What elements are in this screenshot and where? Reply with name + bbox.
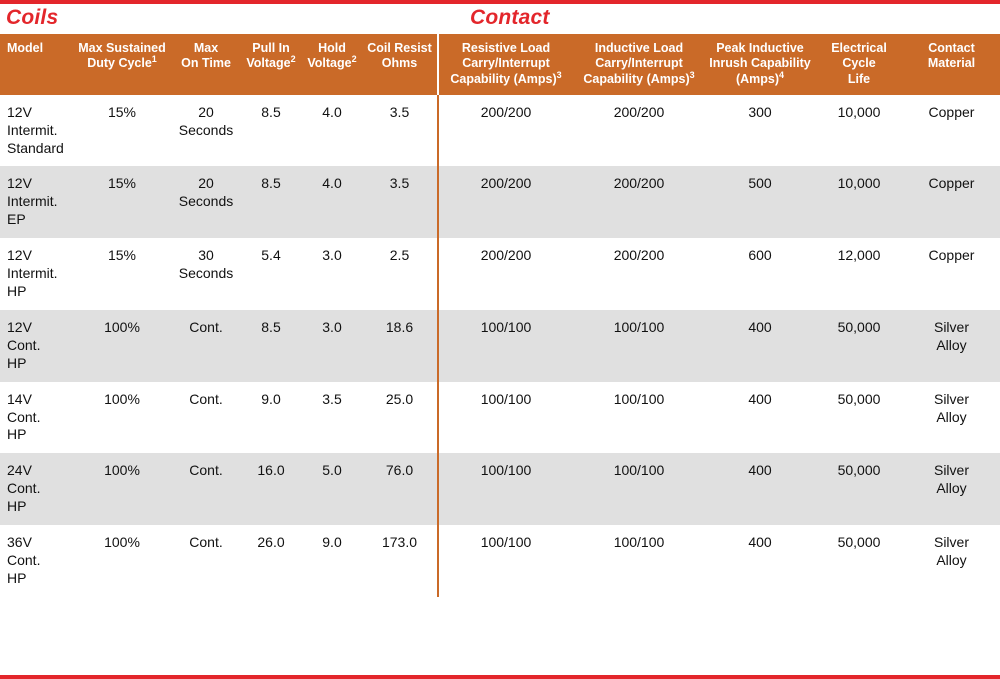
- cell-line: Copper: [928, 247, 975, 264]
- cell-line: 200/200: [480, 175, 532, 192]
- cell-line: Silver: [933, 318, 969, 335]
- cell-line: 15%: [107, 175, 137, 192]
- cell-line: Cont.: [7, 336, 41, 353]
- cell-line: 9.0: [322, 534, 342, 551]
- column-header-line: Life: [847, 71, 871, 86]
- cell-line: 8.5: [261, 175, 281, 192]
- cell-hold_voltage: [302, 95, 362, 167]
- cell-line: 600: [748, 247, 772, 264]
- column-header-line: Cycle: [842, 56, 876, 71]
- cell-hold_voltage: [302, 382, 362, 454]
- cell-resistive_load: [438, 238, 573, 310]
- cell-coil_resist_ohms: [362, 382, 438, 454]
- cell-line: 50,000: [837, 462, 881, 479]
- cell-line: 12V: [7, 318, 32, 335]
- table-row: [0, 382, 1000, 454]
- cell-line: 3.5: [389, 175, 410, 192]
- cell-line: 400: [748, 462, 772, 479]
- cell-line: HP: [7, 569, 27, 586]
- cell-line: 100/100: [613, 534, 665, 551]
- column-header-hold_voltage: [302, 34, 362, 95]
- cell-line: 200/200: [613, 247, 665, 264]
- cell-line: 200/200: [480, 103, 532, 120]
- cell-line: 25.0: [385, 390, 414, 407]
- cell-resistive_load: [438, 166, 573, 238]
- group-title-row: [0, 4, 1000, 34]
- cell-contact_material: [903, 238, 1000, 310]
- column-header-line: Model: [7, 41, 44, 55]
- cell-line: 3.5: [322, 390, 342, 407]
- cell-line: 5.0: [322, 462, 342, 479]
- cell-line: 50,000: [837, 534, 881, 551]
- cell-line: 2.5: [389, 247, 410, 264]
- cell-line: 50,000: [837, 318, 881, 335]
- cell-max_on_time: [172, 166, 240, 238]
- cell-line: 100%: [104, 534, 140, 551]
- cell-coil_resist_ohms: [362, 525, 438, 597]
- column-header-line: Hold: [318, 41, 346, 55]
- bottom-accent-rule: [0, 675, 1000, 679]
- cell-model: [0, 95, 72, 167]
- cell-line: 200/200: [613, 175, 665, 192]
- cell-line: 12V: [7, 247, 32, 264]
- cell-pull_in_voltage: [240, 238, 302, 310]
- cell-line: 24V: [7, 462, 32, 479]
- header-row: [0, 34, 1000, 95]
- cell-line: 200/200: [613, 103, 665, 120]
- cell-resistive_load: [438, 310, 573, 382]
- cell-model: [0, 453, 72, 525]
- cell-max_sustained_duty_cycle: [72, 453, 172, 525]
- column-header-model: [0, 34, 72, 95]
- cell-line: 12V: [7, 103, 32, 120]
- column-header-electrical_cycle_life: [815, 34, 903, 95]
- column-header-line: Voltage$^2$: [246, 54, 296, 71]
- cell-max_sustained_duty_cycle: [72, 95, 172, 167]
- cell-hold_voltage: [302, 453, 362, 525]
- cell-peak_inductive_inrush: [705, 382, 815, 454]
- cell-line: 12,000: [837, 247, 881, 264]
- cell-model: [0, 310, 72, 382]
- cell-max_sustained_duty_cycle: [72, 525, 172, 597]
- cell-line: Cont.: [189, 462, 223, 479]
- footnote-marker: 4: [779, 69, 785, 80]
- cell-pull_in_voltage: [240, 453, 302, 525]
- cell-pull_in_voltage: [240, 310, 302, 382]
- cell-line: 20: [198, 103, 214, 120]
- cell-line: Silver: [933, 462, 969, 479]
- cell-contact_material: [903, 525, 1000, 597]
- cell-resistive_load: [438, 453, 573, 525]
- footnote-marker: 3: [556, 69, 562, 80]
- column-header-line: Duty Cycle$^1$: [87, 54, 157, 71]
- cell-line: 100/100: [480, 318, 532, 335]
- footnote-marker: 2: [290, 54, 296, 65]
- column-header-line: Inrush Capability: [709, 56, 811, 71]
- footnote-marker: 3: [689, 69, 695, 80]
- cell-line: 3.5: [389, 103, 410, 120]
- cell-model: [0, 382, 72, 454]
- cell-line: 100/100: [480, 390, 532, 407]
- cell-pull_in_voltage: [240, 382, 302, 454]
- cell-line: Cont.: [7, 408, 41, 425]
- cell-line: Alloy: [936, 480, 967, 497]
- column-header-pull_in_voltage: [240, 34, 302, 95]
- column-header-line: Capability (Amps)$^3$: [450, 69, 562, 86]
- footnote-marker: 2: [351, 54, 357, 65]
- cell-max_on_time: [172, 453, 240, 525]
- cell-line: Cont.: [7, 551, 41, 568]
- cell-line: Intermit.: [7, 265, 58, 282]
- footnote-marker: 1: [151, 54, 157, 65]
- cell-line: Cont.: [7, 480, 41, 497]
- cell-line: 10,000: [837, 103, 881, 120]
- column-header-line: Peak Inductive: [716, 41, 804, 55]
- cell-electrical_cycle_life: [815, 382, 903, 454]
- cell-max_sustained_duty_cycle: [72, 166, 172, 238]
- column-header-line: Material: [927, 56, 976, 71]
- cell-line: 100/100: [613, 390, 665, 407]
- cell-line: 9.0: [261, 390, 281, 407]
- cell-line: Alloy: [936, 336, 967, 353]
- cell-line: Standard: [7, 139, 64, 156]
- cell-line: Cont.: [189, 318, 223, 335]
- cell-contact_material: [903, 166, 1000, 238]
- table-row: [0, 453, 1000, 525]
- cell-line: 50,000: [837, 390, 881, 407]
- column-header-line: Carry/Interrupt: [462, 56, 550, 71]
- column-header-line: (Amps)$^4$: [735, 69, 785, 86]
- cell-contact_material: [903, 310, 1000, 382]
- table-header: [0, 34, 1000, 95]
- cell-line: 500: [748, 175, 772, 192]
- cell-line: 20: [198, 175, 214, 192]
- column-header-line: Carry/Interrupt: [595, 56, 683, 71]
- cell-line: Copper: [928, 175, 975, 192]
- cell-line: 15%: [107, 103, 137, 120]
- cell-line: 36V: [7, 534, 32, 551]
- cell-electrical_cycle_life: [815, 238, 903, 310]
- cell-inductive_load: [573, 310, 705, 382]
- cell-contact_material: [903, 95, 1000, 167]
- cell-line: Alloy: [936, 408, 967, 425]
- cell-line: Intermit.: [7, 193, 58, 210]
- table-row: [0, 525, 1000, 597]
- column-header-contact_material: [903, 34, 1000, 95]
- specification-table: [0, 34, 1000, 597]
- cell-line: 200/200: [480, 247, 532, 264]
- column-header-max_on_time: [172, 34, 240, 95]
- cell-line: Cont.: [189, 390, 223, 407]
- cell-line: HP: [7, 498, 27, 515]
- cell-electrical_cycle_life: [815, 95, 903, 167]
- cell-line: EP: [7, 211, 26, 228]
- cell-max_on_time: [172, 310, 240, 382]
- cell-electrical_cycle_life: [815, 453, 903, 525]
- cell-model: [0, 238, 72, 310]
- cell-resistive_load: [438, 95, 573, 167]
- cell-line: Seconds: [178, 121, 234, 138]
- cell-hold_voltage: [302, 525, 362, 597]
- column-header-line: Voltage$^2$: [307, 54, 357, 71]
- cell-resistive_load: [438, 525, 573, 597]
- cell-max_on_time: [172, 95, 240, 167]
- cell-line: Cont.: [189, 534, 223, 551]
- cell-max_sustained_duty_cycle: [72, 238, 172, 310]
- cell-line: 100%: [104, 462, 140, 479]
- cell-coil_resist_ohms: [362, 453, 438, 525]
- cell-line: Silver: [933, 390, 969, 407]
- cell-line: Intermit.: [7, 121, 58, 138]
- cell-line: 173.0: [381, 534, 418, 551]
- cell-line: 3.0: [322, 318, 342, 335]
- cell-peak_inductive_inrush: [705, 453, 815, 525]
- table-row: [0, 166, 1000, 238]
- cell-max_on_time: [172, 382, 240, 454]
- column-header-line: Capability (Amps)$^3$: [583, 69, 695, 86]
- cell-inductive_load: [573, 238, 705, 310]
- cell-coil_resist_ohms: [362, 310, 438, 382]
- cell-line: 76.0: [385, 462, 414, 479]
- column-header-line: Max Sustained: [78, 41, 166, 55]
- column-header-resistive_load: [438, 34, 573, 95]
- group-title-coils: Coils: [6, 6, 59, 29]
- cell-peak_inductive_inrush: [705, 525, 815, 597]
- cell-contact_material: [903, 382, 1000, 454]
- column-header-coil_resist_ohms: [362, 34, 438, 95]
- cell-line: 10,000: [837, 175, 881, 192]
- cell-hold_voltage: [302, 310, 362, 382]
- cell-line: 400: [748, 534, 772, 551]
- cell-line: 30: [198, 247, 214, 264]
- table-row: [0, 95, 1000, 167]
- column-header-line: Inductive Load: [594, 41, 684, 55]
- cell-line: 15%: [107, 247, 137, 264]
- cell-max_sustained_duty_cycle: [72, 310, 172, 382]
- column-header-line: Max: [193, 41, 219, 55]
- cell-line: 16.0: [257, 462, 285, 479]
- cell-line: 100%: [104, 318, 140, 335]
- cell-line: 14V: [7, 390, 32, 407]
- cell-contact_material: [903, 453, 1000, 525]
- cell-line: 4.0: [322, 103, 342, 120]
- group-title-contact: Contact: [470, 6, 550, 29]
- cell-line: 100%: [104, 390, 140, 407]
- cell-line: Silver: [933, 534, 969, 551]
- cell-pull_in_voltage: [240, 95, 302, 167]
- cell-hold_voltage: [302, 238, 362, 310]
- cell-max_sustained_duty_cycle: [72, 382, 172, 454]
- cell-peak_inductive_inrush: [705, 95, 815, 167]
- cell-line: 400: [748, 390, 772, 407]
- cell-hold_voltage: [302, 166, 362, 238]
- cell-model: [0, 525, 72, 597]
- cell-line: 18.6: [385, 318, 414, 335]
- cell-line: 3.0: [322, 247, 342, 264]
- cell-line: 26.0: [257, 534, 285, 551]
- cell-peak_inductive_inrush: [705, 310, 815, 382]
- table-row: [0, 310, 1000, 382]
- cell-line: HP: [7, 354, 27, 371]
- column-header-max_sustained_duty_cycle: [72, 34, 172, 95]
- cell-coil_resist_ohms: [362, 95, 438, 167]
- cell-inductive_load: [573, 453, 705, 525]
- cell-electrical_cycle_life: [815, 310, 903, 382]
- cell-line: 100/100: [480, 534, 532, 551]
- cell-line: 8.5: [261, 103, 281, 120]
- cell-line: 100/100: [613, 462, 665, 479]
- column-header-line: On Time: [181, 56, 231, 71]
- cell-line: 4.0: [322, 175, 342, 192]
- cell-model: [0, 166, 72, 238]
- cell-line: 5.4: [261, 247, 281, 264]
- cell-line: Seconds: [178, 193, 234, 210]
- column-header-peak_inductive_inrush: [705, 34, 815, 95]
- column-header-line: Coil Resist: [367, 41, 432, 55]
- cell-peak_inductive_inrush: [705, 238, 815, 310]
- cell-line: Alloy: [936, 551, 967, 568]
- cell-inductive_load: [573, 525, 705, 597]
- column-header-line: Pull In: [252, 41, 290, 55]
- cell-line: 12V: [7, 175, 32, 192]
- table-body: [0, 95, 1000, 597]
- cell-line: 100/100: [613, 318, 665, 335]
- cell-max_on_time: [172, 238, 240, 310]
- cell-line: 100/100: [480, 462, 532, 479]
- cell-line: HP: [7, 283, 27, 299]
- cell-inductive_load: [573, 95, 705, 167]
- cell-line: HP: [7, 426, 27, 443]
- cell-electrical_cycle_life: [815, 166, 903, 238]
- cell-line: 400: [748, 318, 772, 335]
- cell-line: 300: [748, 103, 772, 120]
- column-header-line: Contact: [928, 41, 975, 55]
- cell-electrical_cycle_life: [815, 525, 903, 597]
- cell-inductive_load: [573, 166, 705, 238]
- column-header-line: Ohms: [381, 56, 418, 71]
- cell-max_on_time: [172, 525, 240, 597]
- cell-peak_inductive_inrush: [705, 166, 815, 238]
- cell-line: Seconds: [178, 265, 234, 282]
- cell-resistive_load: [438, 382, 573, 454]
- cell-line: Copper: [928, 103, 975, 120]
- cell-coil_resist_ohms: [362, 166, 438, 238]
- column-header-line: Resistive Load: [461, 41, 551, 55]
- table-row: [0, 238, 1000, 310]
- cell-line: 8.5: [261, 318, 281, 335]
- column-header-inductive_load: [573, 34, 705, 95]
- cell-pull_in_voltage: [240, 525, 302, 597]
- cell-coil_resist_ohms: [362, 238, 438, 310]
- cell-inductive_load: [573, 382, 705, 454]
- column-header-line: Electrical: [831, 41, 887, 55]
- cell-pull_in_voltage: [240, 166, 302, 238]
